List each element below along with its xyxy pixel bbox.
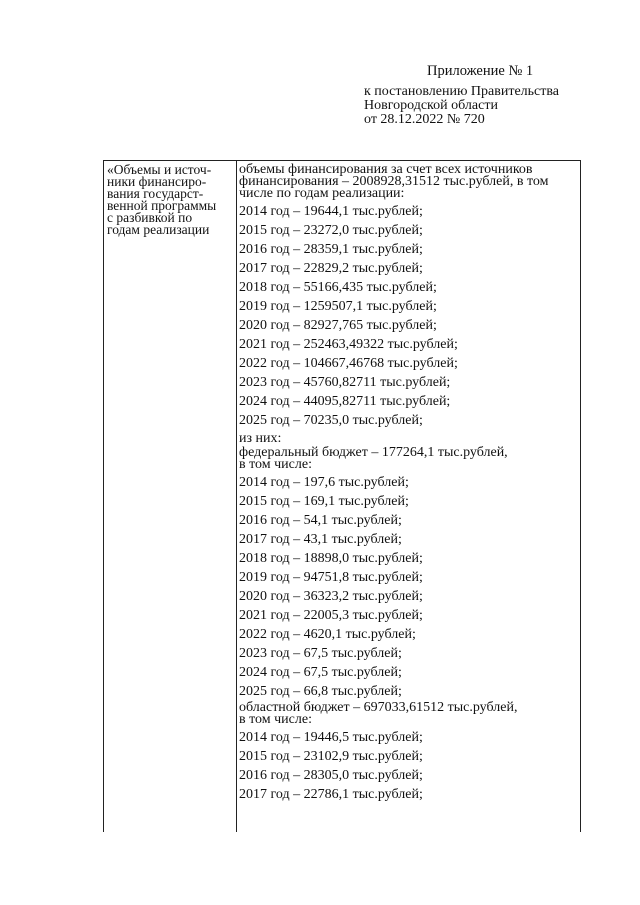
text-line: областной бюджет – 697033,61512 тыс.рублей, — [239, 700, 518, 715]
regional-years-list — [239, 729, 579, 805]
year-funding-row: 2017 год – 22786,1 тыс.рублей; — [239, 787, 423, 802]
text-line: федеральный бюджет – 177264,1 тыс.рублей, — [239, 445, 508, 460]
row-label-cell — [107, 164, 233, 236]
year-funding-row: 2021 год – 252463,49322 тыс.рублей; — [239, 337, 458, 352]
year-funding-row: 2015 год – 169,1 тыс.рублей; — [239, 494, 409, 509]
federal-years-list — [239, 474, 579, 702]
federal-budget-intro — [239, 447, 579, 474]
text-line: в том числе: — [239, 457, 312, 472]
year-funding-row: 2024 год – 44095,82711 тыс.рублей; — [239, 394, 451, 409]
year-funding-row: 2025 год – 70235,0 тыс.рублей; — [239, 413, 423, 428]
total-years-list — [239, 203, 579, 431]
text-line: числе по годам реализации: — [239, 186, 405, 201]
appendix-header — [364, 64, 624, 127]
regional-budget-intro — [239, 702, 579, 729]
appendix-title: Приложение № 1 — [427, 63, 534, 79]
year-funding-row: 2024 год – 67,5 тыс.рублей; — [239, 665, 402, 680]
year-funding-row: 2014 год – 197,6 тыс.рублей; — [239, 475, 409, 490]
year-funding-row: 2017 год – 43,1 тыс.рублей; — [239, 532, 402, 547]
year-funding-row: 2019 год – 1259507,1 тыс.рублей; — [239, 299, 437, 314]
year-funding-row: 2018 год – 55166,435 тыс.рублей; — [239, 280, 437, 295]
row-label-line: годам реализации — [107, 222, 210, 237]
decree-date-number: от 28.12.2022 № 720 — [364, 112, 485, 127]
row-label-line: вания государст- — [107, 186, 204, 201]
text-line: в том числе: — [239, 712, 312, 727]
year-funding-row: 2016 год – 54,1 тыс.рублей; — [239, 513, 402, 528]
year-funding-row: 2023 год – 67,5 тыс.рублей; — [239, 646, 402, 661]
row-label-line: с разбивкой по — [107, 210, 193, 225]
total-funding-intro — [239, 164, 579, 203]
column-divider — [236, 161, 237, 832]
year-funding-row: 2014 год – 19644,1 тыс.рублей; — [239, 204, 423, 219]
year-funding-row: 2019 год – 94751,8 тыс.рублей; — [239, 570, 423, 585]
year-funding-row: 2018 год – 18898,0 тыс.рублей; — [239, 551, 423, 566]
text-line: объемы финансирования за счет всех источников — [239, 162, 533, 177]
year-funding-row: 2014 год – 19446,5 тыс.рублей; — [239, 730, 423, 745]
year-funding-row: 2016 год – 28359,1 тыс.рублей; — [239, 242, 423, 257]
year-funding-row: 2022 год – 104667,46768 тыс.рублей; — [239, 356, 458, 371]
row-label-line: ники финансиро- — [107, 174, 207, 189]
row-label-line: венной программы — [107, 198, 217, 213]
year-funding-row: 2021 год – 22005,3 тыс.рублей; — [239, 608, 423, 623]
year-funding-row: 2025 год – 66,8 тыс.рублей; — [239, 684, 402, 699]
year-funding-row: 2016 год – 28305,0 тыс.рублей; — [239, 768, 423, 783]
row-label-line: «Объемы и источ- — [107, 162, 212, 177]
year-funding-row: 2022 год – 4620,1 тыс.рублей; — [239, 627, 416, 642]
year-funding-row: 2015 год – 23272,0 тыс.рублей; — [239, 223, 423, 238]
region-name: Новгородской области — [364, 98, 498, 113]
funding-details-cell — [239, 164, 579, 805]
year-funding-row: 2017 год – 22829,2 тыс.рублей; — [239, 261, 423, 276]
funding-table — [103, 160, 581, 832]
year-funding-row: 2020 год – 82927,765 тыс.рублей; — [239, 318, 437, 333]
of-them-label: из них: — [239, 431, 282, 446]
year-funding-row: 2020 год – 36323,2 тыс.рублей; — [239, 589, 423, 604]
year-funding-row: 2015 год – 23102,9 тыс.рублей; — [239, 749, 423, 764]
year-funding-row: 2023 год – 45760,82711 тыс.рублей; — [239, 375, 451, 390]
decree-reference: к постановлению Правительства — [364, 84, 560, 99]
text-line: финансирования – 2008928,31512 тыс.рублей, в том — [239, 174, 549, 189]
